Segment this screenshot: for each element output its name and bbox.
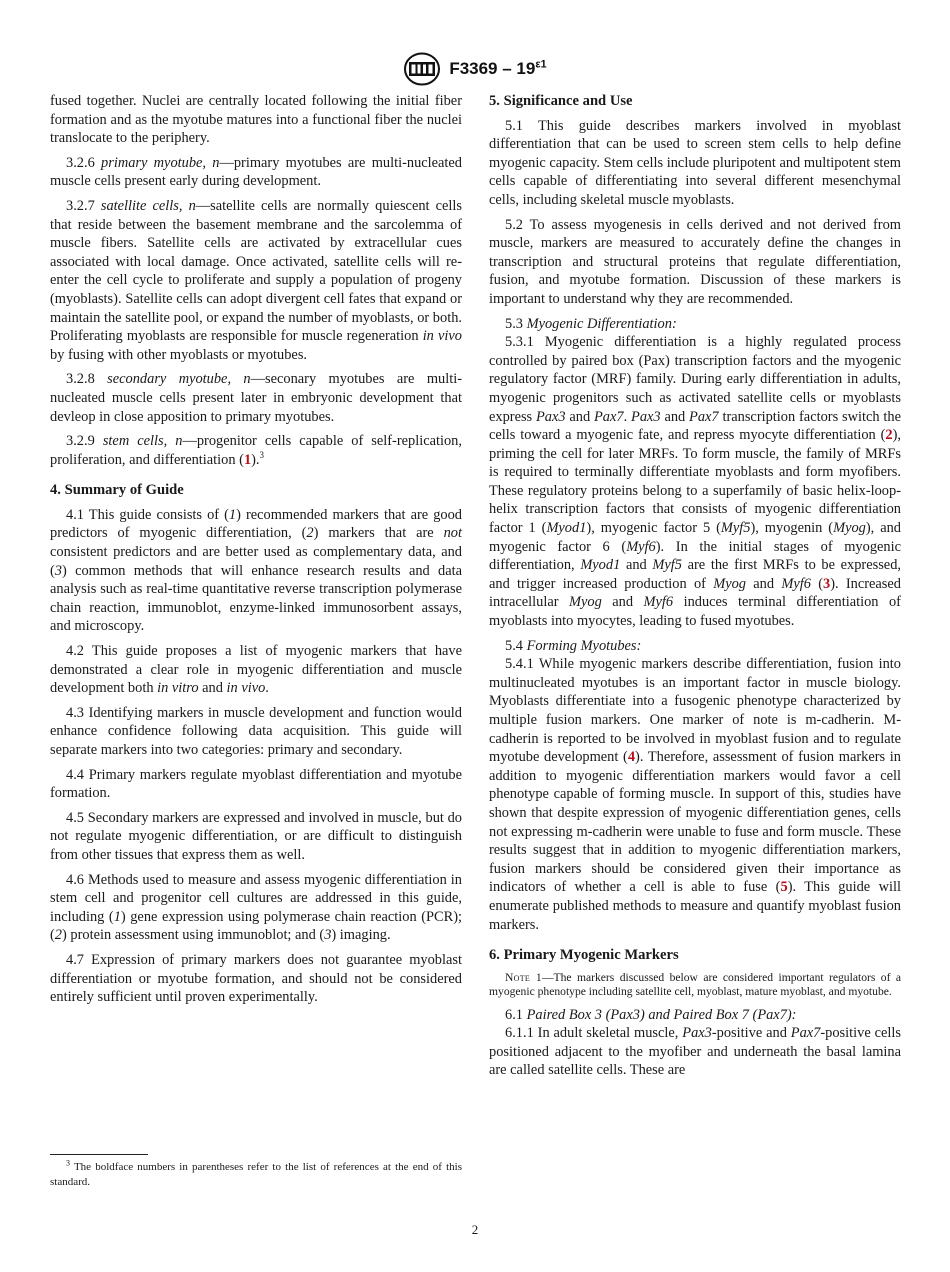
gene-name: Myod1	[580, 557, 621, 574]
footnote-marker: 3	[259, 449, 265, 460]
text: ). Therefore, assessment of fusion markers in addition to myogenic differentiation markers would favor a cell phenotype capable of forming muscle. In support of this, studies have shown that despite expression of myogenic differentiation genes, cells not expressing m-cadherin were unable to fuse and form muscle. These results suggest that in addition to myogenic differentiation markers, fusion markers should be considered given their importance as indicators of whether a cell is able to fuse (	[489, 749, 901, 896]
definition-text: ).	[251, 451, 260, 468]
italic-text: in vitro	[157, 680, 199, 697]
paragraph-4-5: 4.5 Secondary markers are expressed and involved in muscle, but do not regulate myogenic differentiation, or are difficult to distinguish from other tissues that express them as well.	[50, 809, 462, 863]
section-number: 6.1	[505, 1006, 523, 1023]
astm-logo-icon	[403, 52, 441, 86]
designation-text: F3369 – 19	[449, 59, 536, 78]
text: and	[620, 557, 653, 574]
gene-name: Myf5	[720, 520, 751, 537]
text: 5.3.1 Myogenic differentiation is a highly regulated process controlled by paired box (Pax) transcription factors and the myogenic regulatory factor (MRF) family. During early differentiation in adults, myogenic progenitors such as activated satellite cells or myoblasts express	[489, 334, 901, 425]
reference-link[interactable]: 2	[885, 427, 893, 444]
paragraph-5-2: 5.2 To assess myogenesis in cells derived and not derived from muscle, markers are measured to accurately define the changes in transcription and structural proteins that regulate differentiation, fusion, and myotube formation. Discussion of these markers is important to understand why they are recommended.	[489, 216, 901, 307]
definition-text: —progenitor cells capable of self-replication, proliferation, and differentiation (	[50, 433, 462, 468]
text: ), myogenin (	[750, 520, 834, 537]
section-number: 5.3	[505, 315, 523, 332]
gene-name: Myf5	[652, 557, 682, 574]
gene-name: Pax3	[631, 408, 661, 425]
note-1	[489, 971, 901, 1000]
paragraph-3-2-7	[50, 197, 462, 364]
gene-name: Myf6	[643, 594, 674, 611]
paragraph-4-2	[50, 642, 462, 698]
text: ). In the initial stages of myogenic differentiation,	[489, 538, 901, 574]
text: 5.4.1 While myogenic markers describe differentiation, fusion into multinucleated myotubes is an important factor in muscle biology. Myoblasts differentiate into a fusogenic phenotype characterized by multiple fusion markers. One marker of note is m-cadherin. M-cadherin is reported to be involved in myoblast fusion and to regulate myotube development (	[489, 656, 901, 766]
paragraph-3-2-6	[50, 154, 462, 191]
definition-text: —seconary myotubes are multi-nucleated muscle cells present later in embryonic development that devleop in close apposition to primary myotubes.	[50, 371, 462, 425]
defined-term: stem cells, n	[102, 433, 183, 450]
reference-link[interactable]: 4	[627, 749, 636, 766]
paragraph-4-6	[50, 871, 462, 945]
italic-text: 1	[113, 908, 121, 925]
section-number: 3.2.9	[66, 433, 95, 450]
reference-link[interactable]: 3	[822, 575, 831, 592]
text: ) protein assessment using immunoblot; and (	[62, 927, 325, 944]
paragraph-5-4	[489, 637, 901, 656]
definition-text: by fusing with other myoblasts or myotubes.	[50, 346, 308, 363]
text: 4.1 This guide consists of (	[66, 506, 229, 523]
section-number: 3.2.6	[66, 154, 95, 171]
text: transcription factors switch the cells toward a myogenic fate, and repress myocyte differentiation (	[489, 408, 901, 444]
section-heading-5: 5. Significance and Use	[489, 93, 633, 109]
paragraph-3-2-8	[50, 370, 462, 426]
paragraph-4-3: 4.3 Identifying markers in muscle development and function would enhance confidence following data acquisition. This guide will separate markers into two categories: primary and secondary.	[50, 704, 462, 758]
text: ), and myogenic factor 6 (	[489, 520, 901, 555]
text: .	[265, 680, 269, 697]
paragraph-5-3-1	[489, 333, 901, 631]
defined-term: satellite cells, n	[100, 197, 196, 214]
text: ) imaging.	[331, 927, 391, 944]
paragraph-continuation: fused together. Nuclei are centrally located following the initial fiber formation and as the myotube matures into a functional fiber the nuclei translocate to the periphery.	[50, 93, 462, 147]
text: and	[745, 575, 782, 592]
text: induces terminal differentiation of myoblasts into myocytes, leading to fused myotubes.	[489, 594, 901, 630]
footnote-text: The boldface numbers in parentheses refer to the list of references at the end of this standard.	[50, 1161, 462, 1188]
gene-name: Myog	[569, 594, 602, 611]
text: -positive and	[711, 1025, 791, 1042]
section-number: 3.2.8	[66, 371, 95, 388]
text: ) markers that are	[313, 525, 444, 542]
gene-name: Pax7	[594, 408, 624, 425]
footnote	[50, 1160, 462, 1190]
italic-text: 1	[228, 506, 237, 523]
paragraph-4-4: 4.4 Primary markers regulate myoblast differentiation and myotube formation.	[50, 766, 462, 802]
text: 6.1.1 In adult skeletal muscle,	[505, 1025, 683, 1042]
section-heading-6: 6. Primary Myogenic Markers	[489, 947, 679, 964]
reference-link[interactable]: 5	[780, 879, 788, 896]
italic-text: 3	[324, 927, 332, 944]
text: 4.2 This guide proposes a list of myogenic markers that have demonstrated a clear role in myogenic differentiation and muscle development both	[50, 643, 462, 697]
gene-name: Myf6	[626, 538, 656, 555]
paragraph-6-1	[489, 1006, 901, 1025]
gene-name: Pax7	[790, 1025, 821, 1042]
text: are the first MRFs to be expressed, and trigger increased production of	[489, 557, 901, 592]
paragraph-4-7: 4.7 Expression of primary markers does not guarantee myoblast differentiation or myotube formation, and should not be considered entirely sufficient until proven experimentally.	[50, 951, 462, 1006]
text: ) common methods that will enhance research results and data analysis such as real-time quantitative reverse transcription polymerase chain reaction, immunoblot, enzyme-linked immunosorbent assays, and microscopy.	[50, 562, 462, 635]
text: ), priming the cell for later MRFs. To form muscle, the family of MRFs is required to terminally differentiate myoblasts and form myofibers. These regulatory proteins belong to a superfamily of basic helix-loop-helix transcription factors that consists of myogenic differentiation factor 1 (	[489, 427, 901, 537]
definition-text: —primary myotubes are multi-nucleated muscle cells present early during development.	[50, 154, 463, 190]
gene-name: Myog	[713, 575, 746, 592]
italic-text: not	[443, 525, 462, 542]
paragraph-5-1: 5.1 This guide describes markers involved in myoblast differentiation that can be used to screen stem cells to help define myogenic capacity. Stem cells include pluripotent and multipotent stem cells capable of differentiating into several different mesenchymal cells, including skeletal muscle myoblasts.	[489, 117, 901, 208]
text: ). Increased intracellular	[489, 575, 901, 611]
section-number: 5.4	[505, 637, 523, 654]
footnote-divider	[50, 1154, 148, 1155]
subsection-title: Paired Box 3 (Pax3) and Paired Box 7 (Pax7):	[526, 1006, 797, 1023]
gene-name: Pax3	[536, 408, 566, 425]
text: (	[810, 575, 823, 592]
italic-text: in vivo	[226, 680, 266, 697]
subsection-title: Forming Myotubes:	[526, 637, 642, 654]
text: and	[601, 594, 644, 611]
text: ) gene expression using polymerase chain reaction (PCR); (	[50, 908, 463, 944]
section-number: 3.2.7	[66, 197, 95, 214]
text: ) recommended markers that are good predictors of myogenic differentiation, (	[50, 506, 462, 542]
right-column	[489, 92, 901, 1086]
reference-link[interactable]: 1	[243, 451, 252, 468]
paragraph-4-1	[50, 506, 462, 636]
defined-term: secondary myotube, n	[107, 371, 251, 388]
gene-name: Myf6	[781, 575, 811, 592]
subsection-title: Myogenic Differentiation:	[526, 315, 677, 332]
paragraph-5-3	[489, 315, 901, 334]
paragraph-5-4-1	[489, 655, 901, 934]
paragraph-3-2-9	[50, 432, 462, 469]
footnote-number: 3	[66, 1158, 70, 1168]
text: and	[565, 408, 595, 425]
note-text: —The markers discussed below are considered important regulators of a myogenic phenotype including satellite cell, myoblast, mature myoblast, and myotube.	[489, 970, 901, 999]
text: .	[623, 408, 632, 425]
italic-text: 2	[306, 525, 314, 542]
note-label: Note 1	[505, 970, 542, 984]
definition-text: —satellite cells are normally quiescent cells that reside between the basement membrane and the sarcolemma of muscle fibers. Satellite cells are activated by extracellular cues associated with local damage. Once activated, satellite cells will re-enter the cell cycle to proliferate and supply a population of progeny (myoblasts). Satellite cells can adopt divergent cell fates that expand or maintain the satellite pool, or expand the number of myoblasts, or both. Proliferating myoblasts are responsible for muscle regeneration	[50, 197, 462, 345]
italic-text: 2	[54, 927, 62, 944]
text: ), myogenic factor 5 (	[586, 520, 721, 537]
text: and	[198, 680, 227, 697]
section-heading-4: 4. Summary of Guide	[50, 482, 184, 499]
page-number: 2	[471, 1222, 479, 1237]
page-header	[0, 52, 950, 86]
standard-designation	[449, 59, 546, 79]
text: and	[660, 408, 690, 425]
designation-superscript: ε1	[535, 58, 547, 71]
gene-name: Myod1	[546, 520, 587, 537]
text: consistent predictors and are better used as complementary data, and (	[50, 544, 462, 579]
text: -positive cells positioned adjacent to the myofiber and underneath the basal lamina are called satellite cells. These are	[489, 1025, 901, 1079]
left-column	[50, 92, 462, 1013]
gene-name: Pax3	[682, 1025, 712, 1042]
italic-text: in vivo	[422, 328, 462, 345]
text: 4.6 Methods used to measure and assess myogenic differentiation in stem cell and progenitor cell cultures are addressed in this guide, including (	[50, 871, 462, 925]
gene-name: Myog	[833, 520, 866, 537]
paragraph-6-1-1	[489, 1024, 901, 1080]
text: ). This guide will enumerate published methods to measure and quantify myoblast fusion markers.	[489, 879, 901, 933]
defined-term: primary myotube, n	[101, 154, 220, 171]
gene-name: Pax7	[689, 408, 719, 425]
italic-text: 3	[54, 562, 62, 579]
